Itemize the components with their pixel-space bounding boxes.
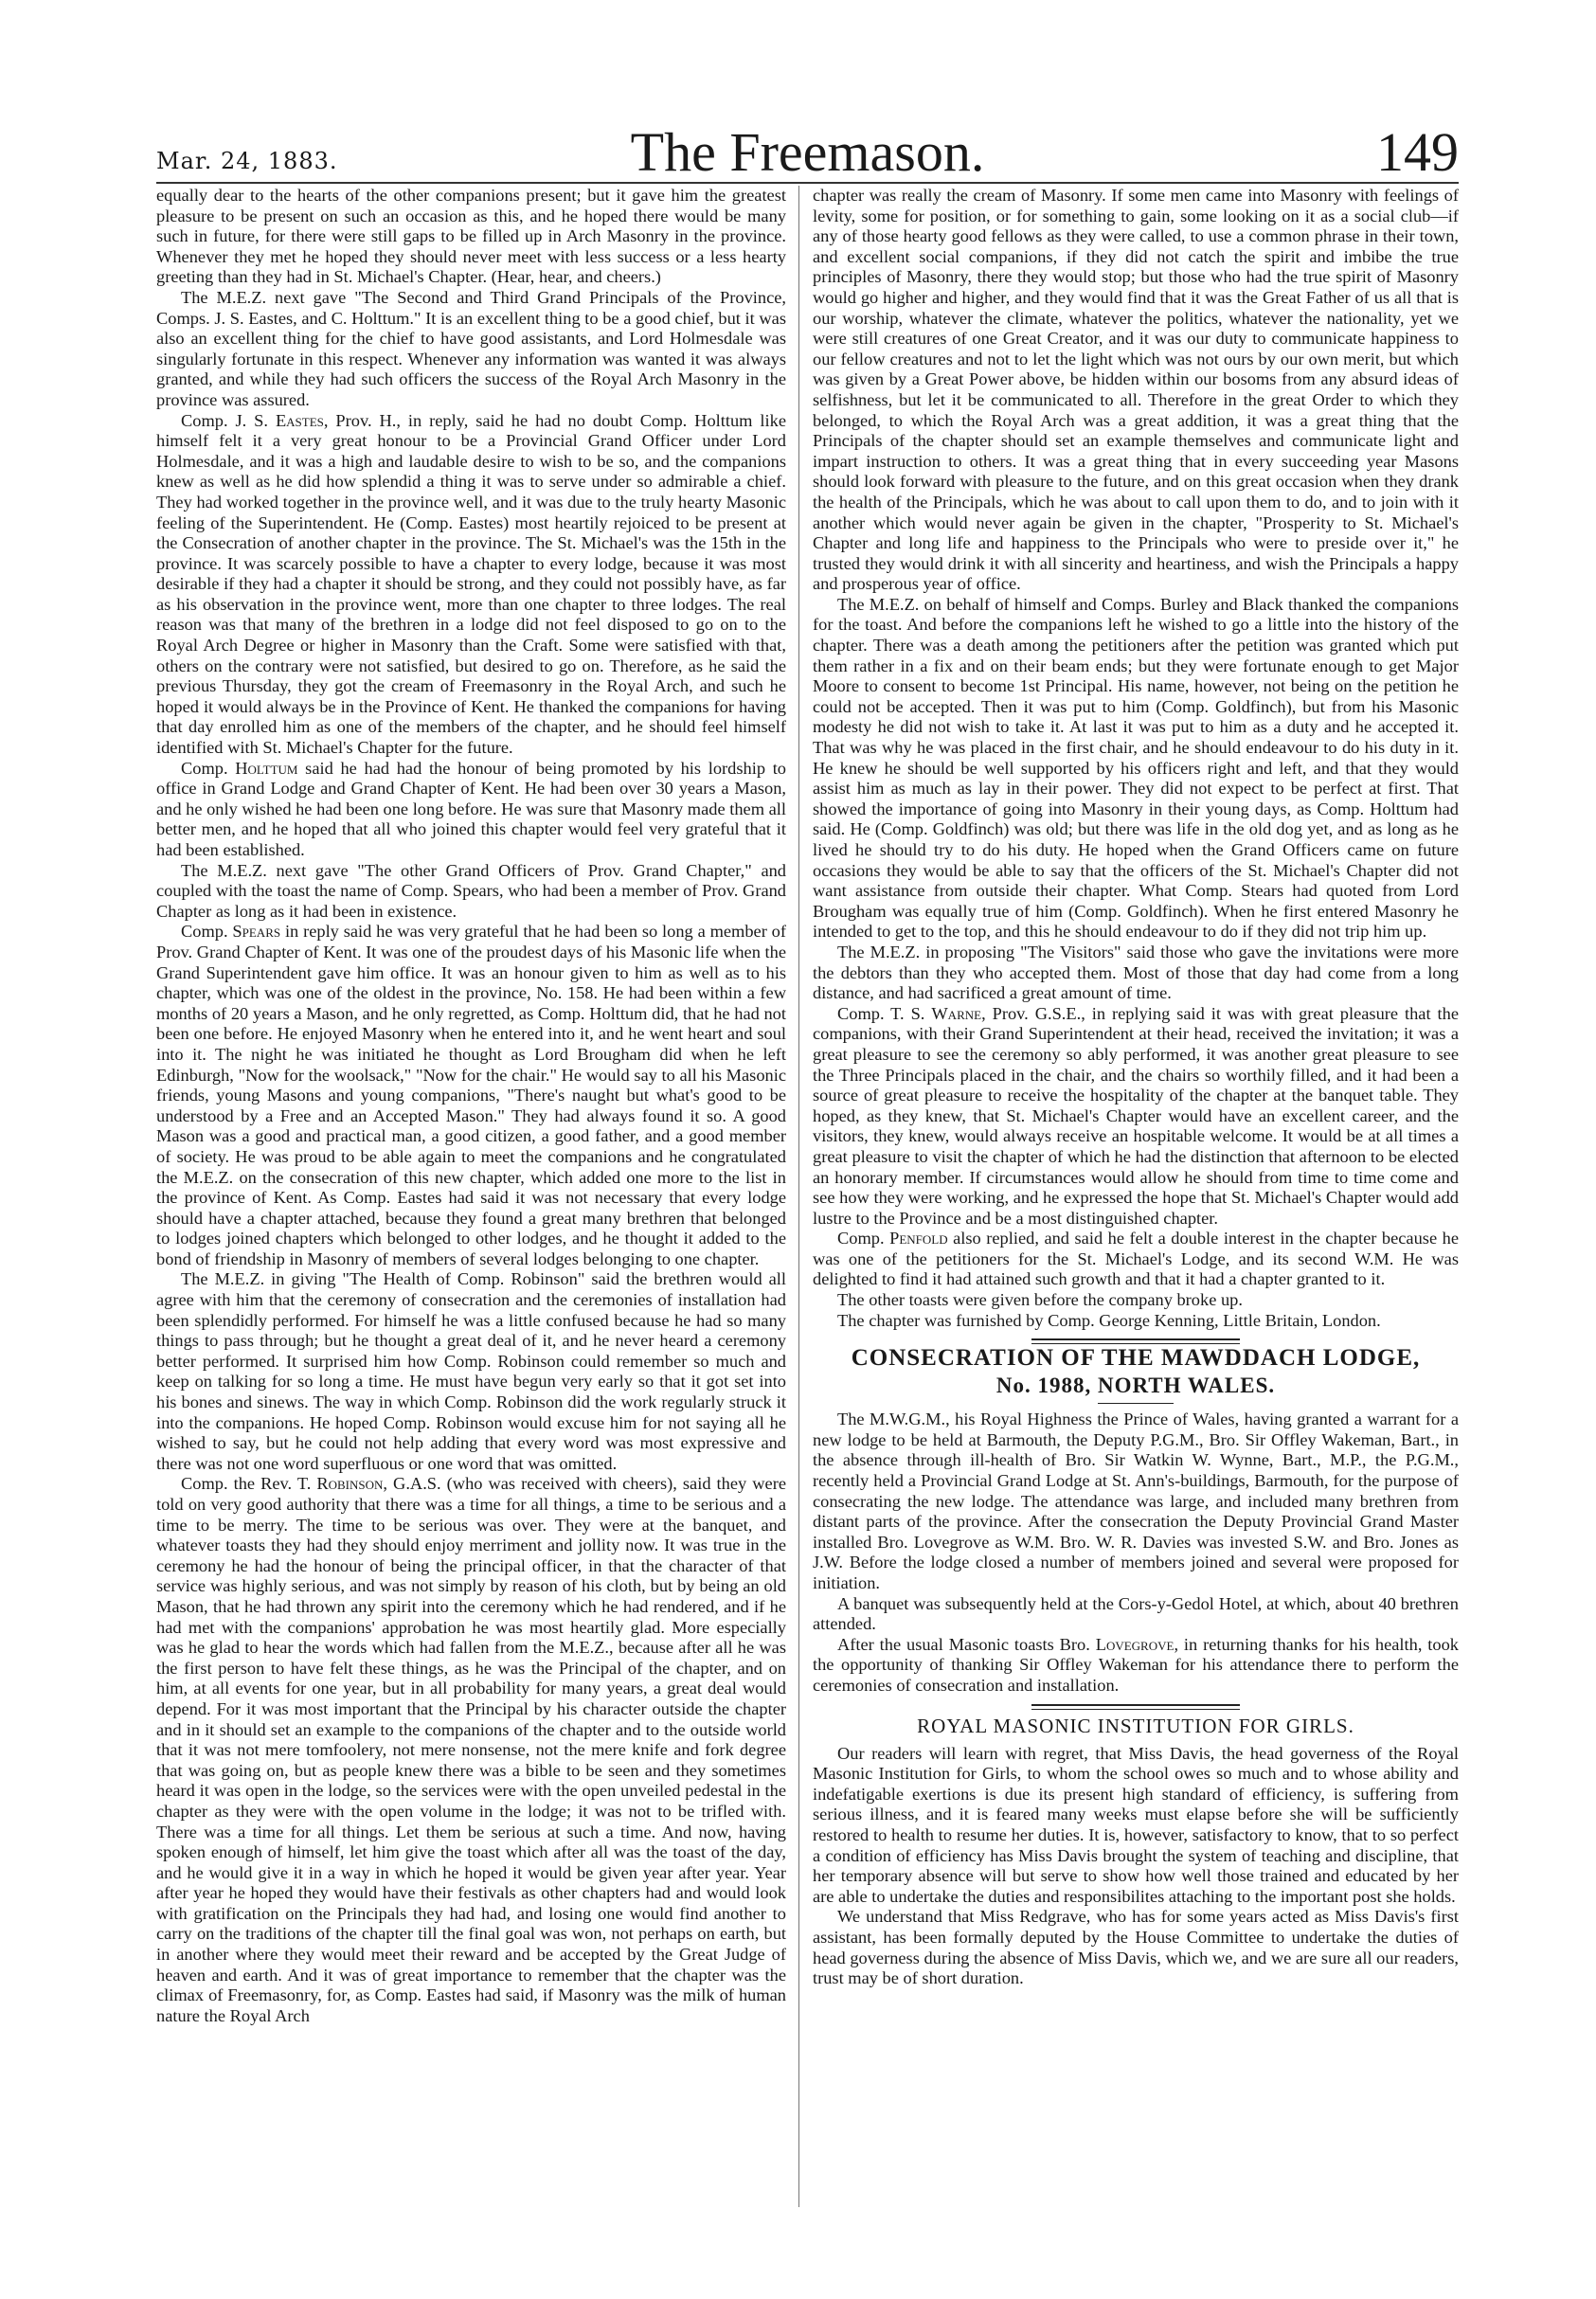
left-column: [156, 186, 786, 2026]
speaker-name: Eastes: [275, 410, 324, 430]
paragraph-lead: After the usual Masonic toasts Bro.: [837, 1634, 1090, 1654]
speaker-name: Penfold: [889, 1229, 948, 1248]
paragraph: [813, 1004, 1459, 1230]
paragraph: [156, 411, 786, 759]
masthead: [156, 106, 1459, 183]
paragraph: The M.E.Z. in proposing "The Visitors" said those who gave the invitations were more the debtors than they who accepted them. Most of those that day had come from a long distance, and had sacrificed a great amount of time.: [813, 942, 1459, 1003]
paragraph: The M.E.Z. next gave "The Second and Third Grand Principals of the Province, Comps. J. S. Eastes, and C. Holttum." It is an excellent thing to be a good chief, but it was also an excellent thing for the chief to have good assistants, and Lord Holmesdale was singularly fortunate in this respect. Whenever any information was wanted it was always granted, and while they had such officers the success of the Royal Arch Masonry in the province was assured.: [156, 287, 786, 409]
paragraph-text: , in returning thanks for his health, took the opportunity of thanking Sir Offley Wakeman for his attendance there to perform the ceremonies of consecration and installation.: [813, 1634, 1459, 1695]
speaker-name: Spears: [232, 922, 281, 942]
paragraph-lead: Comp.: [181, 758, 228, 778]
paragraph: The M.E.Z. on behalf of himself and Comps. Burley and Black thanked the companions for the toast. And before the companions left he wished to go a little into the history of the chapter. There was a death among the petitioners after the petition was granted which put them rather in a fix and on their beam ends; but they were fortunate enough to get Major Moore to consent to become 1st Principal. His name, however, not being on the petition he could not be accepted. Then it was put to him (Comp. Goldfinch), but from his Masonic modesty he did not wish to take it. At last it was put to him as a duty and he accepted it. That was why he was placed in the first chair, and he should endeavour to do his duty in it. He knew he should be well supported by his officers right and left, and that they would assist him as much as lay in their power. They did not expect to be perfect at first. That showed the importance of going into Masonry in their young days, as Comp. Holttum had said. He (Comp. Goldfinch) was old; but there was life in the old dog yet, and as long as he lived he should try to do his duty. He hoped when the Grand Officers came on future occasions they would be able to say that the officers of the St. Michael's Chapter did not want assistance from outside their chapter. What Comp. Stears had quoted from Lord Brougham was equally true of him (Comp. Goldfinch). When he first entered Masonry he intended to get to the top, and this he should endeavour to do if they did not trip him up.: [813, 594, 1459, 942]
speaker-name: Holttum: [235, 758, 298, 778]
paragraph-text: , G.A.S. (who was received with cheers), said they were told on very good authority that there was a time for all things, a time to be serious and a time to be merry. The time to be serious was over. They were at the banquet, and whatever toasts they had they should enjoy merriment and jollity now. It was true in the ceremony he had the honour of being the principal officer, in that the character of that service was highly serious, and was not simply by reason of his cloth, but by being an old Mason, that he had thrown any spirit into the ceremony which he had rendered, and if he had met with the companions' approbation he was most heartily glad. More especially was he glad to hear the words which had fallen from the M.E.Z., because after all he was the first person to have felt these things, as he was the Principal of the chapter, and on him, at all events for one year, but in all probability for many years, a great deal would depend. For it was most important that the Principal by his character outside the chapter and in it should set an example to the companions of the chapter and to the outside world that it was not mere tomfoolery, not mere nonsense, not the mere knife and fork degree that was going on, but as people knew there was a bible to be seen and they sometimes heard it was open in the lodge, so the services were with the open unveiled pedestal in the chapter as they were with the open volume in the lodge; it was not to be trifled with. There was a time for all things. Let them be serious at such a time. And now, having spoken enough of himself, let him give the toast which after all was the toast of the day, and he would give it in a way in which he hoped it would be given year after year. Year after year he hoped they would have their festivals as other chapters had and would look with gratification on the Principals they had had, and losing one would find another to carry on the traditions of the chapter till the final goal was won, not perhaps on earth, but in another where they would meet their reward and be accepted by the Great Judge of heaven and earth. And it was of great importance to remember that the chapter was the climax of Freemasonry, for, as Comp. Eastes had said, if Masonry was the milk of human nature the Royal Arch: [156, 1474, 786, 2025]
paragraph: [156, 922, 786, 1269]
publication-title: The Freemason.: [630, 121, 985, 183]
paragraph: Our readers will learn with regret, that Miss Davis, the head governess of the Royal Masonic Institution for Girls, to whom the school owes so much and to whose ability and indefatigable exertions is due its present high standard of efficiency, is suffering from serious illness, and it is feared many weeks must elapse before she will be sufficiently restored to health to resume her duties. It is, however, satisfactory to know, that to so perfect a condition of efficiency has Miss Davis brought the system of teaching and discipline, that her temporary absence will but serve to show how well those trained and educated by her are able to undertake the duties and responsibilites attaching to the important post she holds.: [813, 1743, 1459, 1906]
heading-short-rule: [1098, 1403, 1174, 1404]
paragraph: [156, 759, 786, 861]
paragraph: [813, 1229, 1459, 1290]
paragraph: We understand that Miss Redgrave, who has for some years acted as Miss Davis's first assistant, has been formally deputed by the House Committee to undertake the duties of head governess during the absence of Miss Davis, which we, and we are sure all our readers, trust may be of short duration.: [813, 1907, 1459, 1988]
paragraph-lead: Comp.: [181, 922, 228, 942]
right-column: [813, 186, 1459, 1989]
paragraph-lead: Comp. J. S.: [181, 410, 268, 430]
paragraph: The chapter was furnished by Comp. George Kenning, Little Britain, London.: [837, 1310, 1381, 1330]
page-number: 149: [1376, 121, 1459, 183]
paragraph: [813, 1635, 1459, 1697]
paragraph: equally dear to the hearts of the other companions present; but it gave him the greatest pleasure to be present on such an occasion as this, and he hoped there would be many such in future, for there were still gaps to be filled up in Arch Masonry in the province. Whenever they met he hoped they should never meet with less success or a less hearty greeting than they had in St. Michael's Chapter. (Hear, hear, and cheers.): [156, 186, 786, 287]
paragraph: The M.E.Z. in giving "The Health of Comp. Robinson" said the brethren would all agree with him that the ceremony of consecration and the ceremonies of installation had been splendidly performed. For himself he was a little confused because he had so many things to pass through; but he thought a great deal of it, and he never heard a ceremony better performed. It surprised him how Comp. Robinson could remember so much and keep on talking for so long a time. He must have begun very early so that it got set into his bones and sinews. The way in which Comp. Robinson did the work regularly struck it into the companions. He hoped Comp. Robinson would excuse him for not saying all he wished to say, but he could not help adding that every word was most expressive and there was not one word superfluous or one word that was omitted.: [156, 1269, 786, 1473]
speaker-name: Warne: [931, 1003, 982, 1023]
paragraph-text: , Prov. G.S.E., in replying said it was with great pleasure that the companions, with their Grand Superintendent at their head, received the invitation; it was a great pleasure to see the ceremony so ably performed, it was another great pleasure to see the Three Principals placed in the chair, and the chairs so worthily filled, and it had been a source of great pleasure to receive the hospitality of the chapter at the banquet table. They hoped, as they knew, that St. Michael's Chapter would have an excellent career, and the visitors, they knew, would always receive an hospitable welcome. It would be at all times a great pleasure to visit the chapter of which he had the distinction that afternoon to be elected an honorary member. If circumstances would allow he should from time to time come and see how they were working, and he expressed the hope that St. Michael's Chapter would add lustre to the Province and be a most distinguished chapter.: [813, 1003, 1459, 1228]
paragraph-text: also replied, and said he felt a double interest in the chapter because he was one of the petitioners for the St. Michael's Lodge, and its second W.M. He was delighted to find it had attained such growth and that it had a chapter granted to it.: [813, 1229, 1459, 1289]
paragraph-text: said he had had the honour of being promoted by his lordship to office in Grand Lodge and Grand Chapter of Kent. He had been over 30 years a Mason, and he only wished he had been one long before. He was sure that Masonry made them all better men, and he hoped that all who joined this chapter would feel very grateful that it had been established.: [156, 758, 786, 859]
paragraph: The M.E.Z. next gave "The other Grand Officers of Prov. Grand Chapter," and coupled with the toast the name of Comp. Spears, who had been a member of Prov. Grand Chapter as long as it had been in existence.: [156, 860, 786, 921]
paragraph: [156, 1474, 786, 2026]
paragraph-lead: Comp.: [837, 1229, 885, 1248]
article-heading-girls-institution: [813, 1704, 1459, 1738]
heading-line-1: CONSECRATION OF THE MAWDDACH LODGE,: [851, 1345, 1421, 1372]
paragraph: A banquet was subsequently held at the Cors-y-Gedol Hotel, at which, about 40 brethren attended.: [813, 1593, 1459, 1634]
paragraph-text: in reply said he was very grateful that he had been so long a member of Prov. Grand Chapter of Kent. It was one of the proudest days of his Masonic life when the Grand Superintendent gave him office. It was an honour given to him as well as to his chapter, which was one of the oldest in the province, No. 158. He had been within a few months of 20 years a Mason, and he only regretted, as Comp. Holttum did, that he had not been one before. He enjoyed Masonry when he entered into it, and he went heart and soul into it. The night he was initiated he thought as Lord Brougham did when he left Edinburgh, "Now for the woolsack," "Now for the chair." He would say to all his Masonic friends, young Masons and young companions, "There's naught but what's good to be understood by a Free and an Accepted Mason." They had always found it so. A good Mason was a good and practical man, a good citizen, a good father, and a good member of society. He was proud to be able again to meet the companions and he congratulated the M.E.Z. on the consecration of this new chapter, which added one more to the list in the province of Kent. As Comp. Eastes had said it was not necessary that every lodge should have a chapter attached, because they found a great many brethren that belonged to lodges joined chapters which belonged to other lodges, and he thought it added to the bond of friendship in Masonry of members of several lodges belonging to one chapter.: [156, 922, 786, 1268]
issue-date: Mar. 24, 1883.: [156, 148, 338, 174]
paragraph-lead: Comp. T. S.: [837, 1003, 925, 1023]
heading-double-rule: [1031, 1704, 1240, 1710]
paragraph: The other toasts were given before the company broke up.: [837, 1290, 1243, 1310]
paragraph: chapter was really the cream of Masonry. If some men came into Masonry with feelings of levity, some for position, or for something to gain, some looking on it as a social club—if any of those hearty good fellows as they were called, to use a common phrase in their town, and excellent social companions, if they did not catch the spirit and imbibe the true principles of Masonry, there they would stop; but those who had the true spirit of Masonry would go higher and higher, and they would find that it was the Great Father of us all that is our worship, whatever the climate, whatever the politics, whatever the nationality, yet we were still creatures of one Great Creator, and it was our duty to communicate happiness to our fellow creatures and not to let the light which was not ours by our own merit, but which was given by a Great Power above, be hidden within our bosoms from any absurd ideas of selfishness, but let it be communicated to all. Therefore in the great Order to which they belonged, to which the Royal Arch was a great addition, it was a great thing that the Principals of the chapter should set an example themselves and communicate light and impart instruction to others. It was a great thing that in every succeeding year Masons should look forward with pleasure to the future, and on this great occasion when they drank the health of the Principals, which he was about to call upon them to do, and to join with it another which would never again be given in the chapter, "Prosperity to St. Michael's Chapter and long life and happiness to the Principals who were to preside over it," he trusted they would drink it with all sincerity and heartiness, and wish the Principals a happy and prosperous year of office.: [813, 186, 1459, 594]
column-divider: [798, 186, 799, 2207]
heading-line: ROYAL MASONIC INSTITUTION FOR GIRLS.: [917, 1714, 1354, 1737]
paragraph-lead: Comp. the Rev. T.: [181, 1474, 312, 1494]
speaker-name: Robinson: [316, 1474, 384, 1494]
speaker-name: Lovegrove: [1095, 1634, 1175, 1654]
article-heading-mawddach: [813, 1338, 1459, 1404]
paragraph-text: , Prov. H., in reply, said he had no doubt Comp. Holttum like himself felt it a very great honour to be a Provincial Grand Officer under Lord Holmesdale, and it was a high and laudable desire to wish to be so, and the companions knew as well as he did how splendid a thing it was to serve under so admirable a chief. They had worked together in the province well, and it was due to the truly hearty Masonic feeling of the Superintendent. He (Comp. Eastes) most heartily rejoiced to be present at the Consecration of another chapter in the province. The St. Michael's was the 15th in the province. It was scarcely possible to have a chapter to every lodge, because it was most desirable if they had a chapter it should be strong, and they could not possibly have, as far as his observation in the province went, more than one chapter to three lodges. The real reason was that many of the brethren in a lodge did not feel disposed to go on to the Royal Arch Degree or higher in Masonry than the Craft. Some were satisfied with that, others on the contrary were not satisfied, but desired to go on. Therefore, as he said the previous Thursday, they got the cream of Freemasonry in the Royal Arch, and such he hoped it would always be in the Province of Kent. He thanked the companions for having that day enrolled him as one of the members of the chapter, and he should feel himself identified with St. Michael's Chapter for the future.: [156, 410, 786, 758]
masthead-rule: [156, 182, 1459, 184]
heading-line-2: No. 1988, NORTH WALES.: [995, 1374, 1276, 1398]
paragraph: The M.W.G.M., his Royal Highness the Prince of Wales, having granted a warrant for a new lodge to be held at Barmouth, the Deputy P.G.M., Bro. Sir Offley Wakeman, Bart., in the absence through ill-health of Bro. Sir Watkin W. Wynne, Bart., M.P., the P.G.M., recently held a Provincial Grand Lodge at St. Ann's-buildings, Barmouth, for the purpose of consecrating the new lodge. The attendance was large, and included many brethren from distant parts of the province. After the consecration the Deputy Provincial Grand Master installed Bro. Lovegrove as W.M. Bro. W. R. Davies was invested S.W. and Bro. Jones as J.W. Before the lodge closed a number of members joined and several were proposed for initiation.: [813, 1410, 1459, 1592]
